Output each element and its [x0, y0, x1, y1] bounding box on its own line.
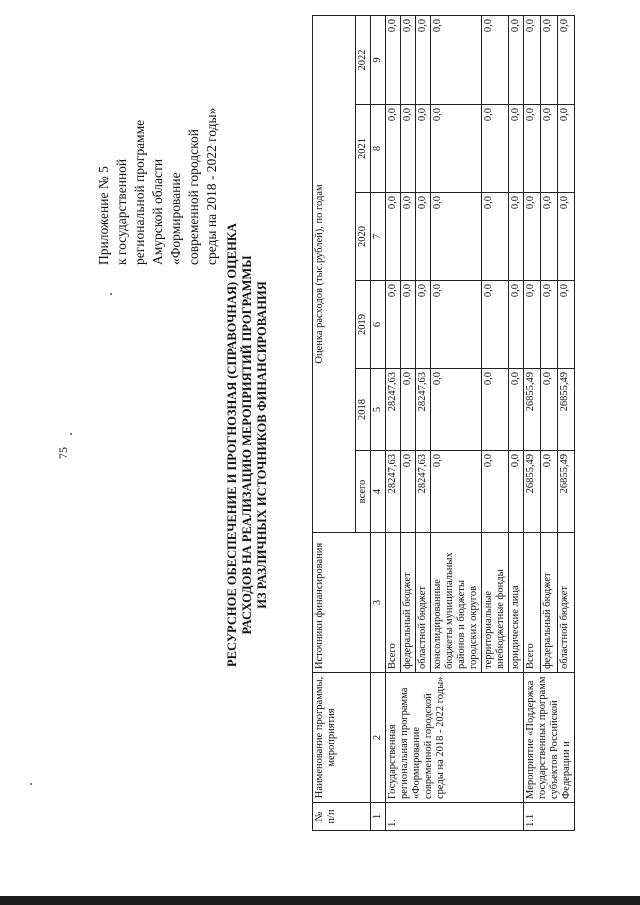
year-value: 0,0 — [386, 193, 401, 281]
header-year: 2018 — [356, 369, 371, 451]
year-value: 0,0 — [524, 15, 541, 104]
year-value: 0,0 — [509, 105, 524, 193]
total-value: 0,0 — [401, 451, 416, 533]
col-number: 8 — [371, 105, 386, 193]
year-value: 0,0 — [401, 15, 416, 104]
year-value: 0,0 — [482, 105, 509, 193]
col-number: 4 — [371, 451, 386, 533]
year-value: 0,0 — [509, 369, 524, 451]
year-value: 0,0 — [541, 281, 558, 369]
year-value: 0,0 — [431, 15, 482, 104]
total-value: 26855,49 — [524, 451, 541, 533]
col-number: 7 — [371, 193, 386, 281]
scan-speck — [70, 433, 72, 435]
header-year: 2020 — [356, 193, 371, 281]
year-value: 0,0 — [482, 369, 509, 451]
header-year: 2019 — [356, 281, 371, 369]
year-value: 0,0 — [541, 105, 558, 193]
funding-source: территориальные внебюджетные фонды — [482, 533, 509, 673]
funding-source: Всего — [386, 533, 401, 673]
year-value: 28247,63 — [386, 369, 401, 451]
funding-source: юридические лица — [509, 533, 524, 673]
funding-source: федеральный бюджет — [401, 533, 416, 673]
col-number: 1 — [371, 803, 386, 831]
col-number: 3 — [371, 533, 386, 673]
total-value: 0,0 — [509, 451, 524, 533]
appendix-line: современной городской — [186, 129, 201, 265]
year-value: 0,0 — [541, 369, 558, 451]
row-number: 1. — [386, 803, 524, 831]
col-number: 5 — [371, 369, 386, 451]
funding-source: консолидированные бюджеты муниципальных районов и бюджеты городских округов — [431, 533, 482, 673]
year-value: 0,0 — [401, 369, 416, 451]
header-name: Наименование программы, мероприятия — [313, 673, 371, 803]
year-value: 0,0 — [524, 193, 541, 281]
year-value: 0,0 — [416, 281, 431, 369]
year-value: 0,0 — [558, 193, 575, 281]
total-value: 28247,63 — [416, 451, 431, 533]
year-value: 0,0 — [416, 105, 431, 193]
program-name: Мероприятие «Поддержка государственных программ субъектов Российской Федерации и — [524, 673, 575, 803]
funding-source: областной бюджет — [558, 533, 575, 673]
document-title — [225, 185, 270, 705]
header-estimate: Оценка расходов (тыс.рублей), по годам — [313, 15, 356, 532]
year-value: 0,0 — [541, 193, 558, 281]
year-value: 0,0 — [431, 281, 482, 369]
year-value: 26855,49 — [524, 369, 541, 451]
year-value: 0,0 — [416, 15, 431, 104]
row-number: 1.1 — [524, 803, 575, 831]
appendix-line: Приложение № 5 — [96, 166, 111, 265]
total-value: 0,0 — [541, 451, 558, 533]
year-value: 26855,49 — [558, 369, 575, 451]
year-value: 0,0 — [401, 105, 416, 193]
scan-speck — [110, 293, 112, 295]
year-value: 0,0 — [386, 15, 401, 104]
year-value: 0,0 — [558, 15, 575, 104]
total-value: 0,0 — [431, 451, 482, 533]
title-line: РЕСУРСНОЕ ОБЕСПЕЧЕНИЕ И ПРОГНОЗНАЯ (СПРАВОЧНАЯ) ОЦЕНКА — [225, 223, 239, 667]
year-value: 0,0 — [524, 281, 541, 369]
total-value: 26855,49 — [558, 451, 575, 533]
year-value: 0,0 — [386, 105, 401, 193]
funding-source: Всего — [524, 533, 541, 673]
appendix-line: «Формирование — [168, 172, 183, 265]
funding-source: областной бюджет — [416, 533, 431, 673]
financing-table — [312, 15, 575, 831]
year-value: 0,0 — [509, 15, 524, 104]
year-value: 0,0 — [431, 369, 482, 451]
appendix-line: региональной программе — [132, 119, 147, 265]
col-number: 6 — [371, 281, 386, 369]
funding-source: федеральный бюджет — [541, 533, 558, 673]
table-row — [524, 15, 541, 830]
appendix-line: среды на 2018 - 2022 годы» — [204, 107, 219, 265]
year-value: 0,0 — [482, 15, 509, 104]
header-source: Источники финансирования — [313, 533, 371, 673]
table-row — [386, 15, 401, 830]
year-value: 28247,63 — [416, 369, 431, 451]
year-value: 0,0 — [558, 105, 575, 193]
total-value: 28247,63 — [386, 451, 401, 533]
year-value: 0,0 — [386, 281, 401, 369]
appendix-line: Амурской области — [150, 158, 165, 265]
year-value: 0,0 — [416, 193, 431, 281]
total-value: 0,0 — [482, 451, 509, 533]
year-value: 0,0 — [509, 281, 524, 369]
appendix-line: к государственной — [114, 158, 129, 265]
title-line: РАСХОДОВ НА РЕАЛИЗАЦИЮ МЕРОПРИЯТИЙ ПРОГРАММЫ — [240, 255, 254, 635]
year-value: 0,0 — [541, 15, 558, 104]
header-num: № п/п — [313, 803, 371, 831]
year-value: 0,0 — [401, 281, 416, 369]
year-value: 0,0 — [431, 193, 482, 281]
year-value: 0,0 — [524, 105, 541, 193]
year-value: 0,0 — [401, 193, 416, 281]
year-value: 0,0 — [482, 193, 509, 281]
scan-speck — [30, 783, 32, 785]
year-value: 0,0 — [431, 105, 482, 193]
page-number: 75 — [56, 447, 70, 459]
header-year: 2022 — [356, 15, 371, 104]
header-year: 2021 — [356, 105, 371, 193]
column-numbers-row — [371, 15, 386, 830]
table-body — [313, 15, 575, 830]
appendix-note — [95, 35, 221, 265]
year-value: 0,0 — [558, 281, 575, 369]
col-number: 2 — [371, 673, 386, 803]
header-row — [313, 15, 356, 830]
title-line: ИЗ РАЗЛИЧНЫХ ИСТОЧНИКОВ ФИНАНСИРОВАНИЯ — [255, 281, 269, 609]
col-number: 9 — [371, 15, 386, 104]
header-total: всего — [356, 451, 371, 533]
year-value: 0,0 — [482, 281, 509, 369]
year-value: 0,0 — [509, 193, 524, 281]
program-name: Государственная региональная программа «Формирование современной городской среды на 2018 - 2022 годы» — [386, 673, 524, 803]
